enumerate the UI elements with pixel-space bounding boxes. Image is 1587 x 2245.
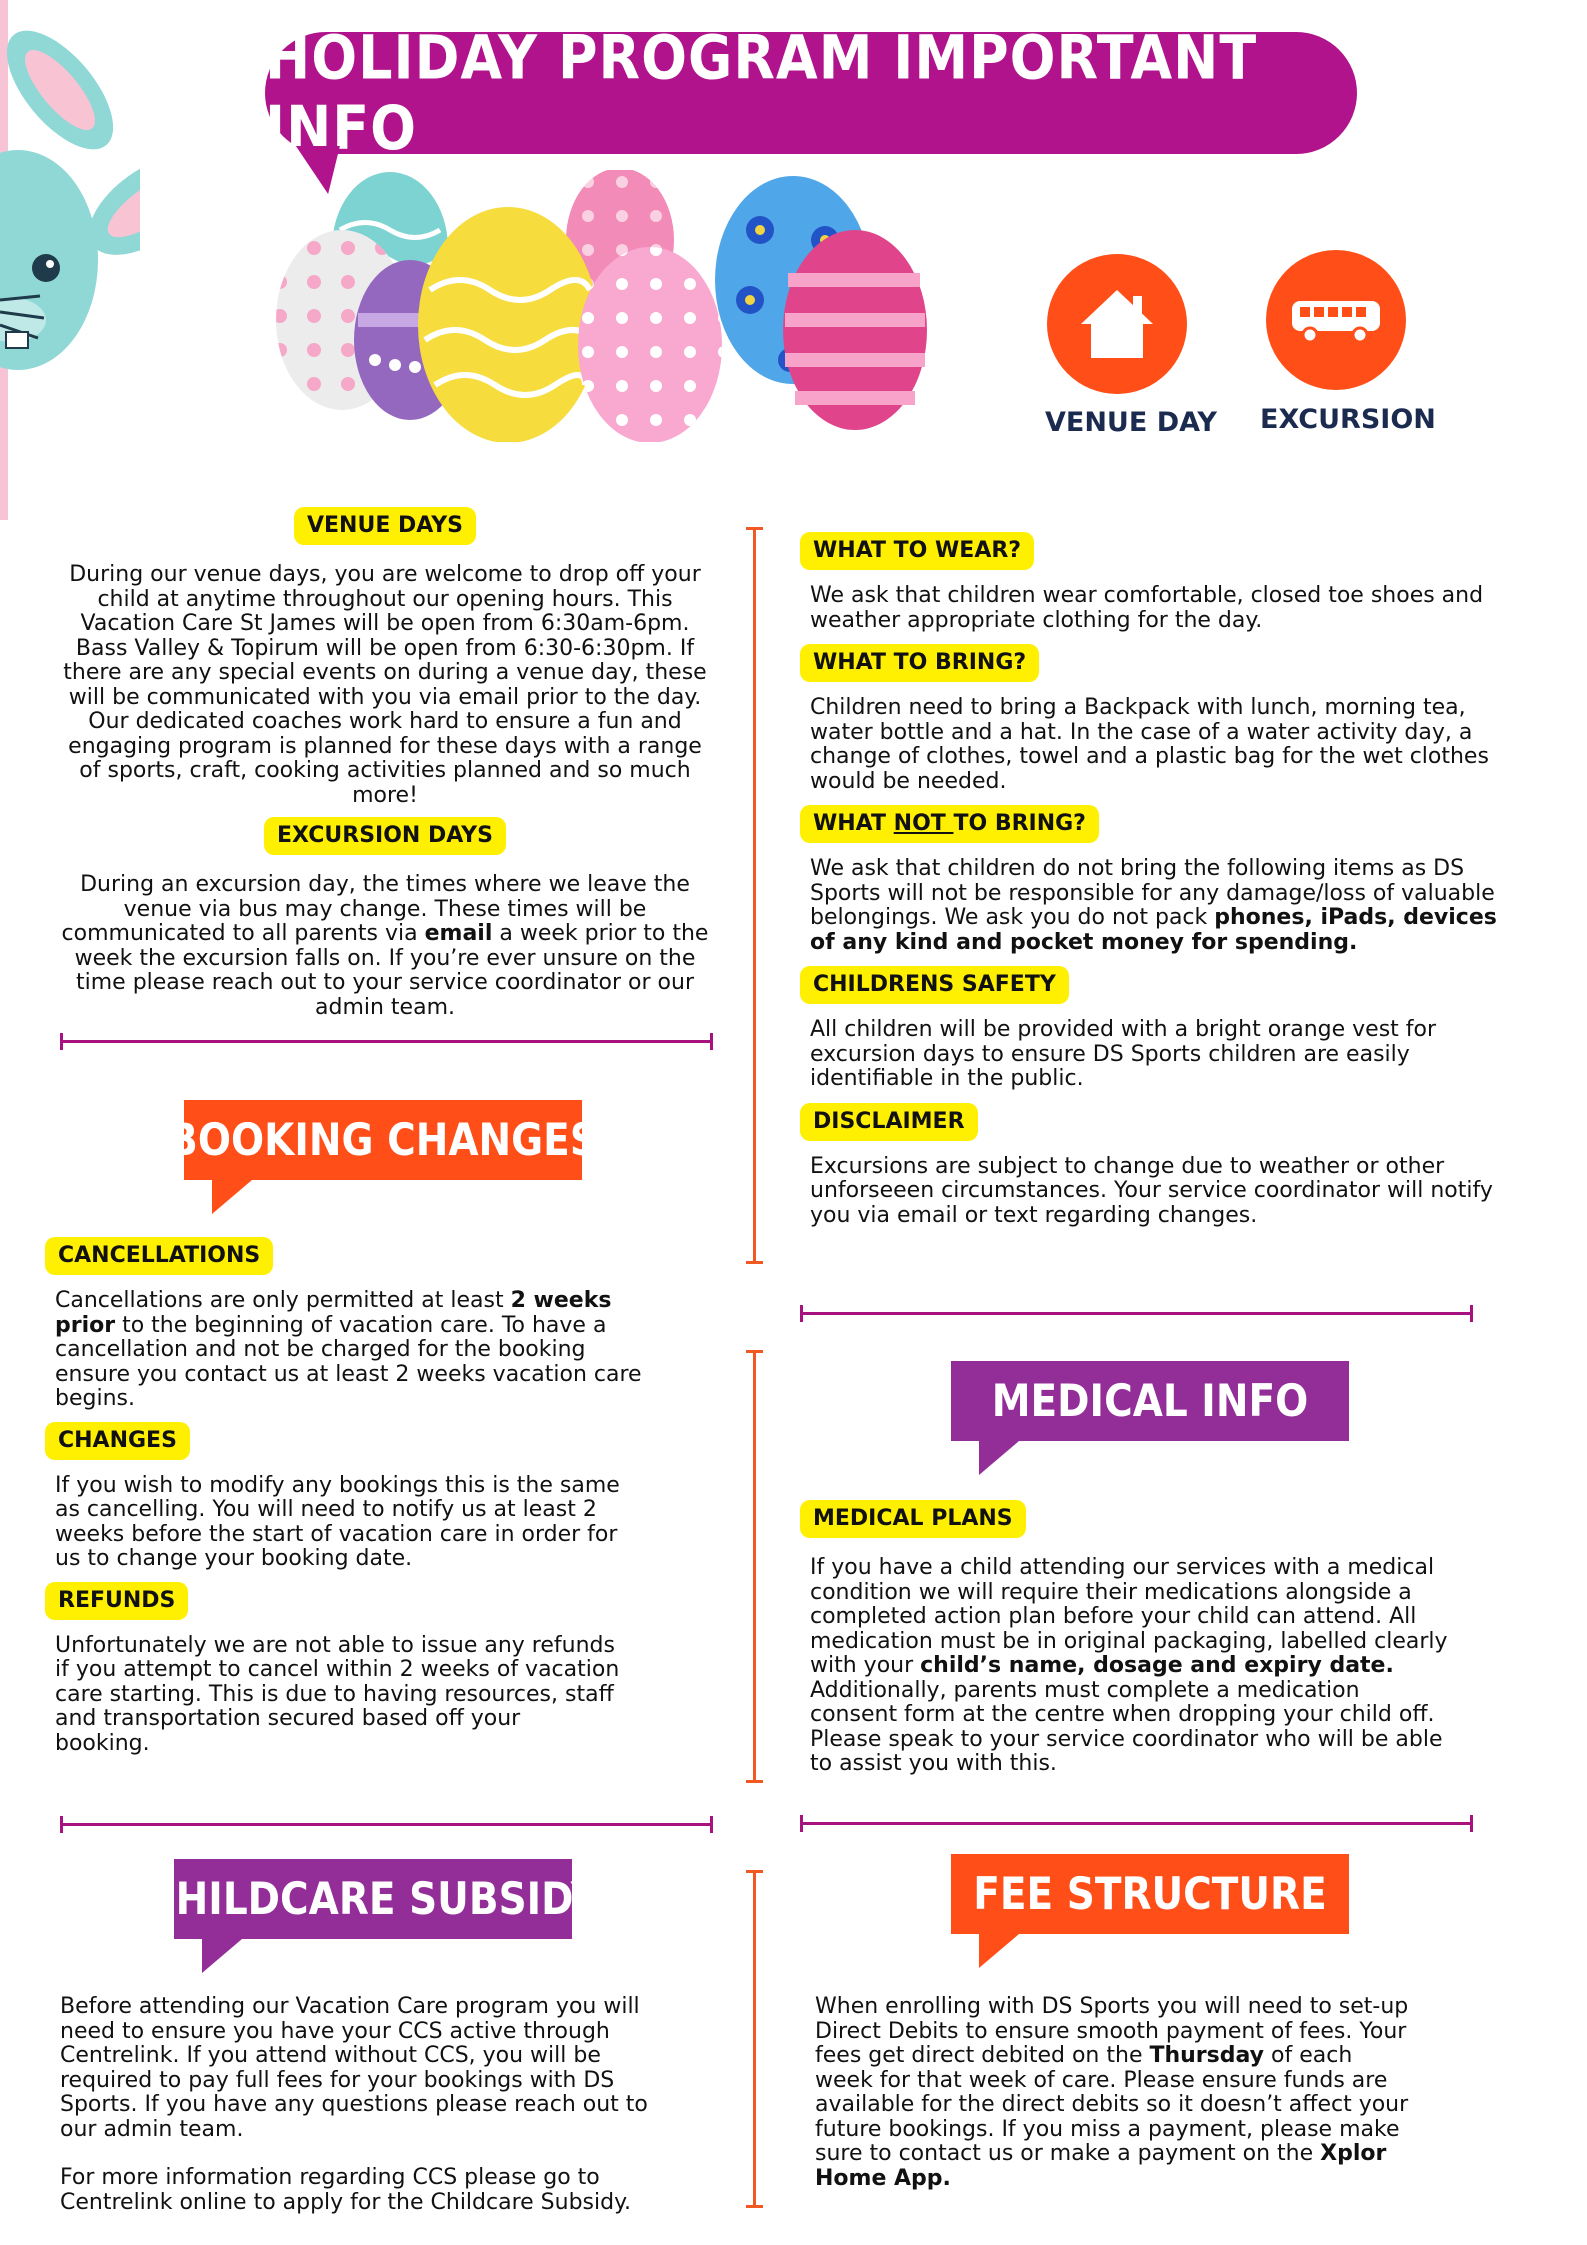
divider-left-2 — [60, 1823, 713, 1826]
divider-right-2 — [800, 1822, 1473, 1825]
divider-vertical-1 — [753, 527, 756, 1264]
venue-days-heading: VENUE DAYS — [294, 507, 476, 545]
childcare-subsidy-text: Before attending our Vacation Care program you will need to ensure you have your CCS active through Centrelink. If you attend without CCS, you will be required to pay full fees for your bookings with DS Sports. If you have any questions please reach out to our admin team. For more information regarding CCS please go to Centrelink online to apply for the Childcare Subsidy. — [60, 1994, 648, 2215]
medical-info-banner — [951, 1361, 1349, 1441]
divider-right-1 — [800, 1312, 1473, 1315]
house-icon — [1077, 286, 1157, 362]
fee-structure-banner — [951, 1854, 1349, 1934]
medical-info-section — [800, 1500, 1570, 1777]
refunds-heading: REFUNDS — [45, 1582, 188, 1620]
booking-changes-banner — [168, 1100, 598, 1180]
what-to-wear-heading: WHAT TO WEAR? — [800, 532, 1034, 570]
fee-structure-title: FEE STRUCTURE — [973, 1868, 1327, 1920]
excursion-label: EXCURSION — [1260, 404, 1436, 435]
disclaimer-heading: DISCLAIMER — [800, 1103, 978, 1141]
medical-plans-heading: MEDICAL PLANS — [800, 1500, 1026, 1538]
childcare-subsidy-banner — [147, 1859, 599, 1939]
venue-days-text: During our venue days, you are welcome to drop off your child at anytime throughout our opening hours. This Vacation Care St James will be open from 6:30am-6pm. Bass Valley & Topirum will be open from 6:30-6:30pm. If there are any special events on during a venue day, these will be communicated with you via email prior to the day. Our dedicated coaches work hard to ensure a fun and engaging program is planned for these days with a range of sports, craft, cooking activities planned and so much more! — [63, 562, 707, 808]
divider-vertical-2 — [753, 1350, 756, 1783]
title-banner — [265, 22, 1357, 164]
what-not-to-bring-text: We ask that children do not bring the following items as DS Sports will not be responsible for any damage/loss of valuable belongings. We ask you do not pack phones, iPads, devices of any kind and pocket money for spending. — [810, 856, 1497, 955]
childrens-safety-heading: CHILDRENS SAFETY — [800, 966, 1069, 1004]
venue-days-section — [45, 507, 725, 808]
what-to-bring-heading: WHAT TO BRING? — [800, 644, 1039, 682]
what-to-wear-text: We ask that children wear comfortable, closed toe shoes and weather appropriate clothing for the day. — [810, 583, 1484, 633]
right-info-section — [800, 532, 1570, 1228]
excursion-badge — [1266, 250, 1406, 390]
cancellations-heading: CANCELLATIONS — [45, 1237, 273, 1275]
what-to-bring-text: Children need to bring a Backpack with lunch, morning tea, water bottle and a hat. In the case of a water activity day, a change of clothes, towel and a plastic bag for the wet clothes would be needed. — [810, 695, 1489, 794]
divider-vertical-3 — [753, 1870, 756, 2208]
cancellations-text: Cancellations are only permitted at least 2 weeks prior to the beginning of vacation care. To have a cancellation and not be charged for the booking ensure you contact us at least 2 weeks vacation care begins. — [55, 1288, 642, 1411]
refunds-text: Unfortunately we are not able to issue any refunds if you attempt to cancel within 2 weeks of vacation care starting. This is due to having resources, staff and transportation secured based off your booking. — [55, 1632, 620, 1756]
childcare-subsidy-title: CHILDCARE SUBSIDY — [147, 1873, 599, 1925]
excursion-days-section — [45, 817, 725, 1020]
excursion-days-text: During an excursion day, the times where we leave the venue via bus may change. These times will be communicated to all parents via email a week prior to the week the excursion falls on. If you’re ever unsure on the time please reach out to your service coordinator or our admin team. — [61, 872, 709, 1020]
venue-day-badge — [1047, 254, 1187, 394]
changes-text: If you wish to modify any bookings this is the same as cancelling. You will need to notify us at least 2 weeks before the start of vacation care in order for us to change your booking date. — [55, 1472, 620, 1571]
disclaimer-text: Excursions are subject to change due to weather or other unforseeen circumstances. Your service coordinator will notify you via email or text regarding changes. — [810, 1153, 1493, 1228]
booking-changes-title: BOOKING CHANGES — [168, 1114, 598, 1166]
divider-left-1 — [60, 1040, 713, 1043]
changes-heading: CHANGES — [45, 1422, 190, 1460]
booking-changes-section — [45, 1237, 725, 1756]
medical-info-title: MEDICAL INFO — [991, 1375, 1309, 1427]
fee-structure-text: When enrolling with DS Sports you will need to set-up Direct Debits to ensure smooth payment of fees. Your fees get direct debited on the Thursday of each week for that week of care. Please ensure funds are available for the direct debits so it doesn’t affect your future bookings. If you miss a payment, please make sure to contact us or make a payment on the Xplor Home App. — [815, 1994, 1409, 2191]
medical-plans-text: If you have a child attending our services with a medical condition we will require their medications alongside a completed action plan before your child can attend. All medication must be in original packaging, labelled clearly with your child’s name, dosage and expiry date. Additionally, parents must complete a medication consent form at the centre when dropping your child off. Please speak to your service coordinator who will be able to assist you with this. — [810, 1555, 1448, 1776]
page-title: HOLIDAY PROGRAM IMPORTANT INFO — [265, 22, 1258, 164]
what-not-to-bring-heading: WHAT NOT TO BRING? — [800, 805, 1099, 843]
bus-icon — [1288, 295, 1384, 345]
excursion-days-heading: EXCURSION DAYS — [264, 817, 506, 855]
venue-day-label: VENUE DAY — [1045, 407, 1217, 438]
bunny-illustration — [0, 0, 140, 520]
easter-eggs-illustration — [270, 170, 930, 442]
childrens-safety-text: All children will be provided with a bright orange vest for excursion days to ensure DS Sports children are easily identifiable in the public. — [810, 1017, 1437, 1091]
